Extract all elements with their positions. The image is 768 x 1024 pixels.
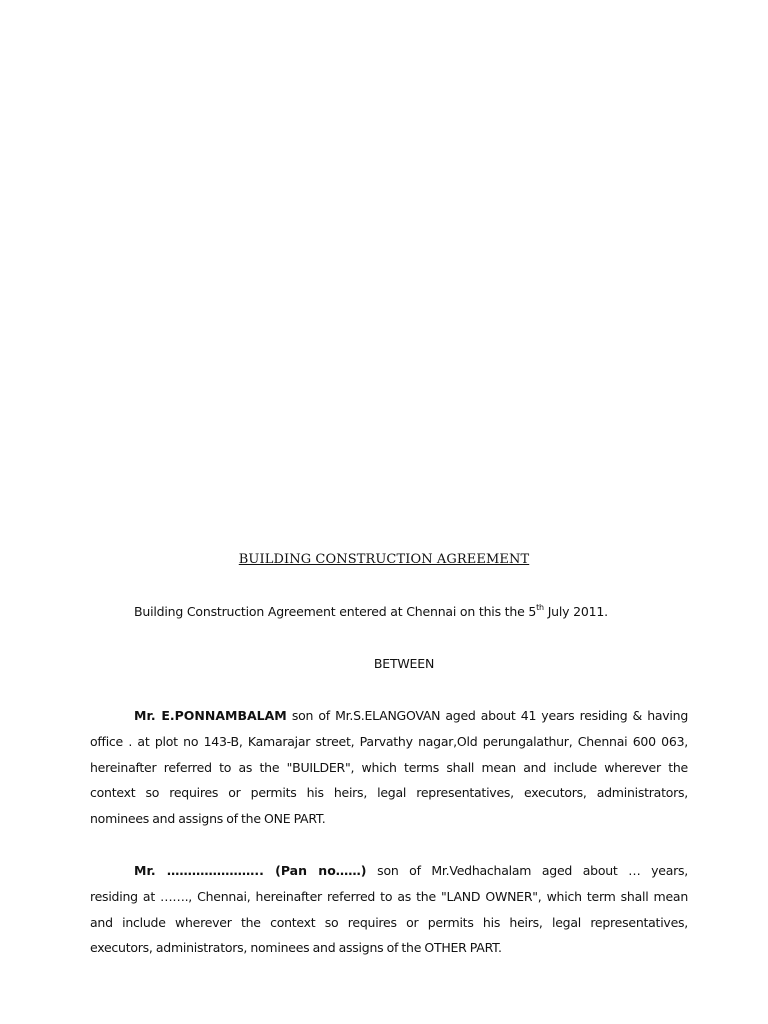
party-one-line: context so requires or permits his heirs, legal representatives, executors, administrators, xyxy=(90,785,688,801)
party-two-line: residing at ……., Chennai, hereinafter referred to as the "LAND OWNER", which term shall mean xyxy=(90,888,688,904)
party-one-name: Mr. E.PONNAMBALAM xyxy=(134,708,287,723)
party-one-line: Mr. E.PONNAMBALAM son of Mr.S.ELANGOVAN aged about 41 years residing & having xyxy=(134,708,689,723)
intro-date-tail: July 2011. xyxy=(543,604,608,619)
party-one-line: nominees and assigns of the ONE PART. xyxy=(90,811,326,827)
document-title: BUILDING CONSTRUCTION AGREEMENT xyxy=(238,552,530,567)
party-two-line: and include wherever the context so requires or permits his heirs, legal representatives, xyxy=(90,914,688,930)
party-one-line: hereinafter referred to as the "BUILDER", which terms shall mean and include wherever the xyxy=(90,759,688,775)
party-one-paragraph xyxy=(90,703,688,832)
between-heading: BETWEEN xyxy=(373,656,435,671)
party-two-line: executors, administrators, nominees and assigns of the OTHER PART. xyxy=(90,940,502,956)
intro-text: Building Construction Agreement entered at Chennai on this the 5 xyxy=(134,604,537,619)
party-two-line: Mr. ………………….. (Pan no……) son of Mr.Vedhachalam aged about … years, xyxy=(134,863,688,878)
party-one-line: office . at plot no 143-B, Kamarajar street, Parvathy nagar,Old perungalathur, Chennai 600 063, xyxy=(90,733,688,749)
intro-ordinal-suffix: th xyxy=(536,603,544,612)
intro-sentence xyxy=(134,604,608,619)
party-two-name: Mr. ………………….. (Pan no……) xyxy=(134,863,367,878)
party-two-paragraph xyxy=(90,858,688,961)
